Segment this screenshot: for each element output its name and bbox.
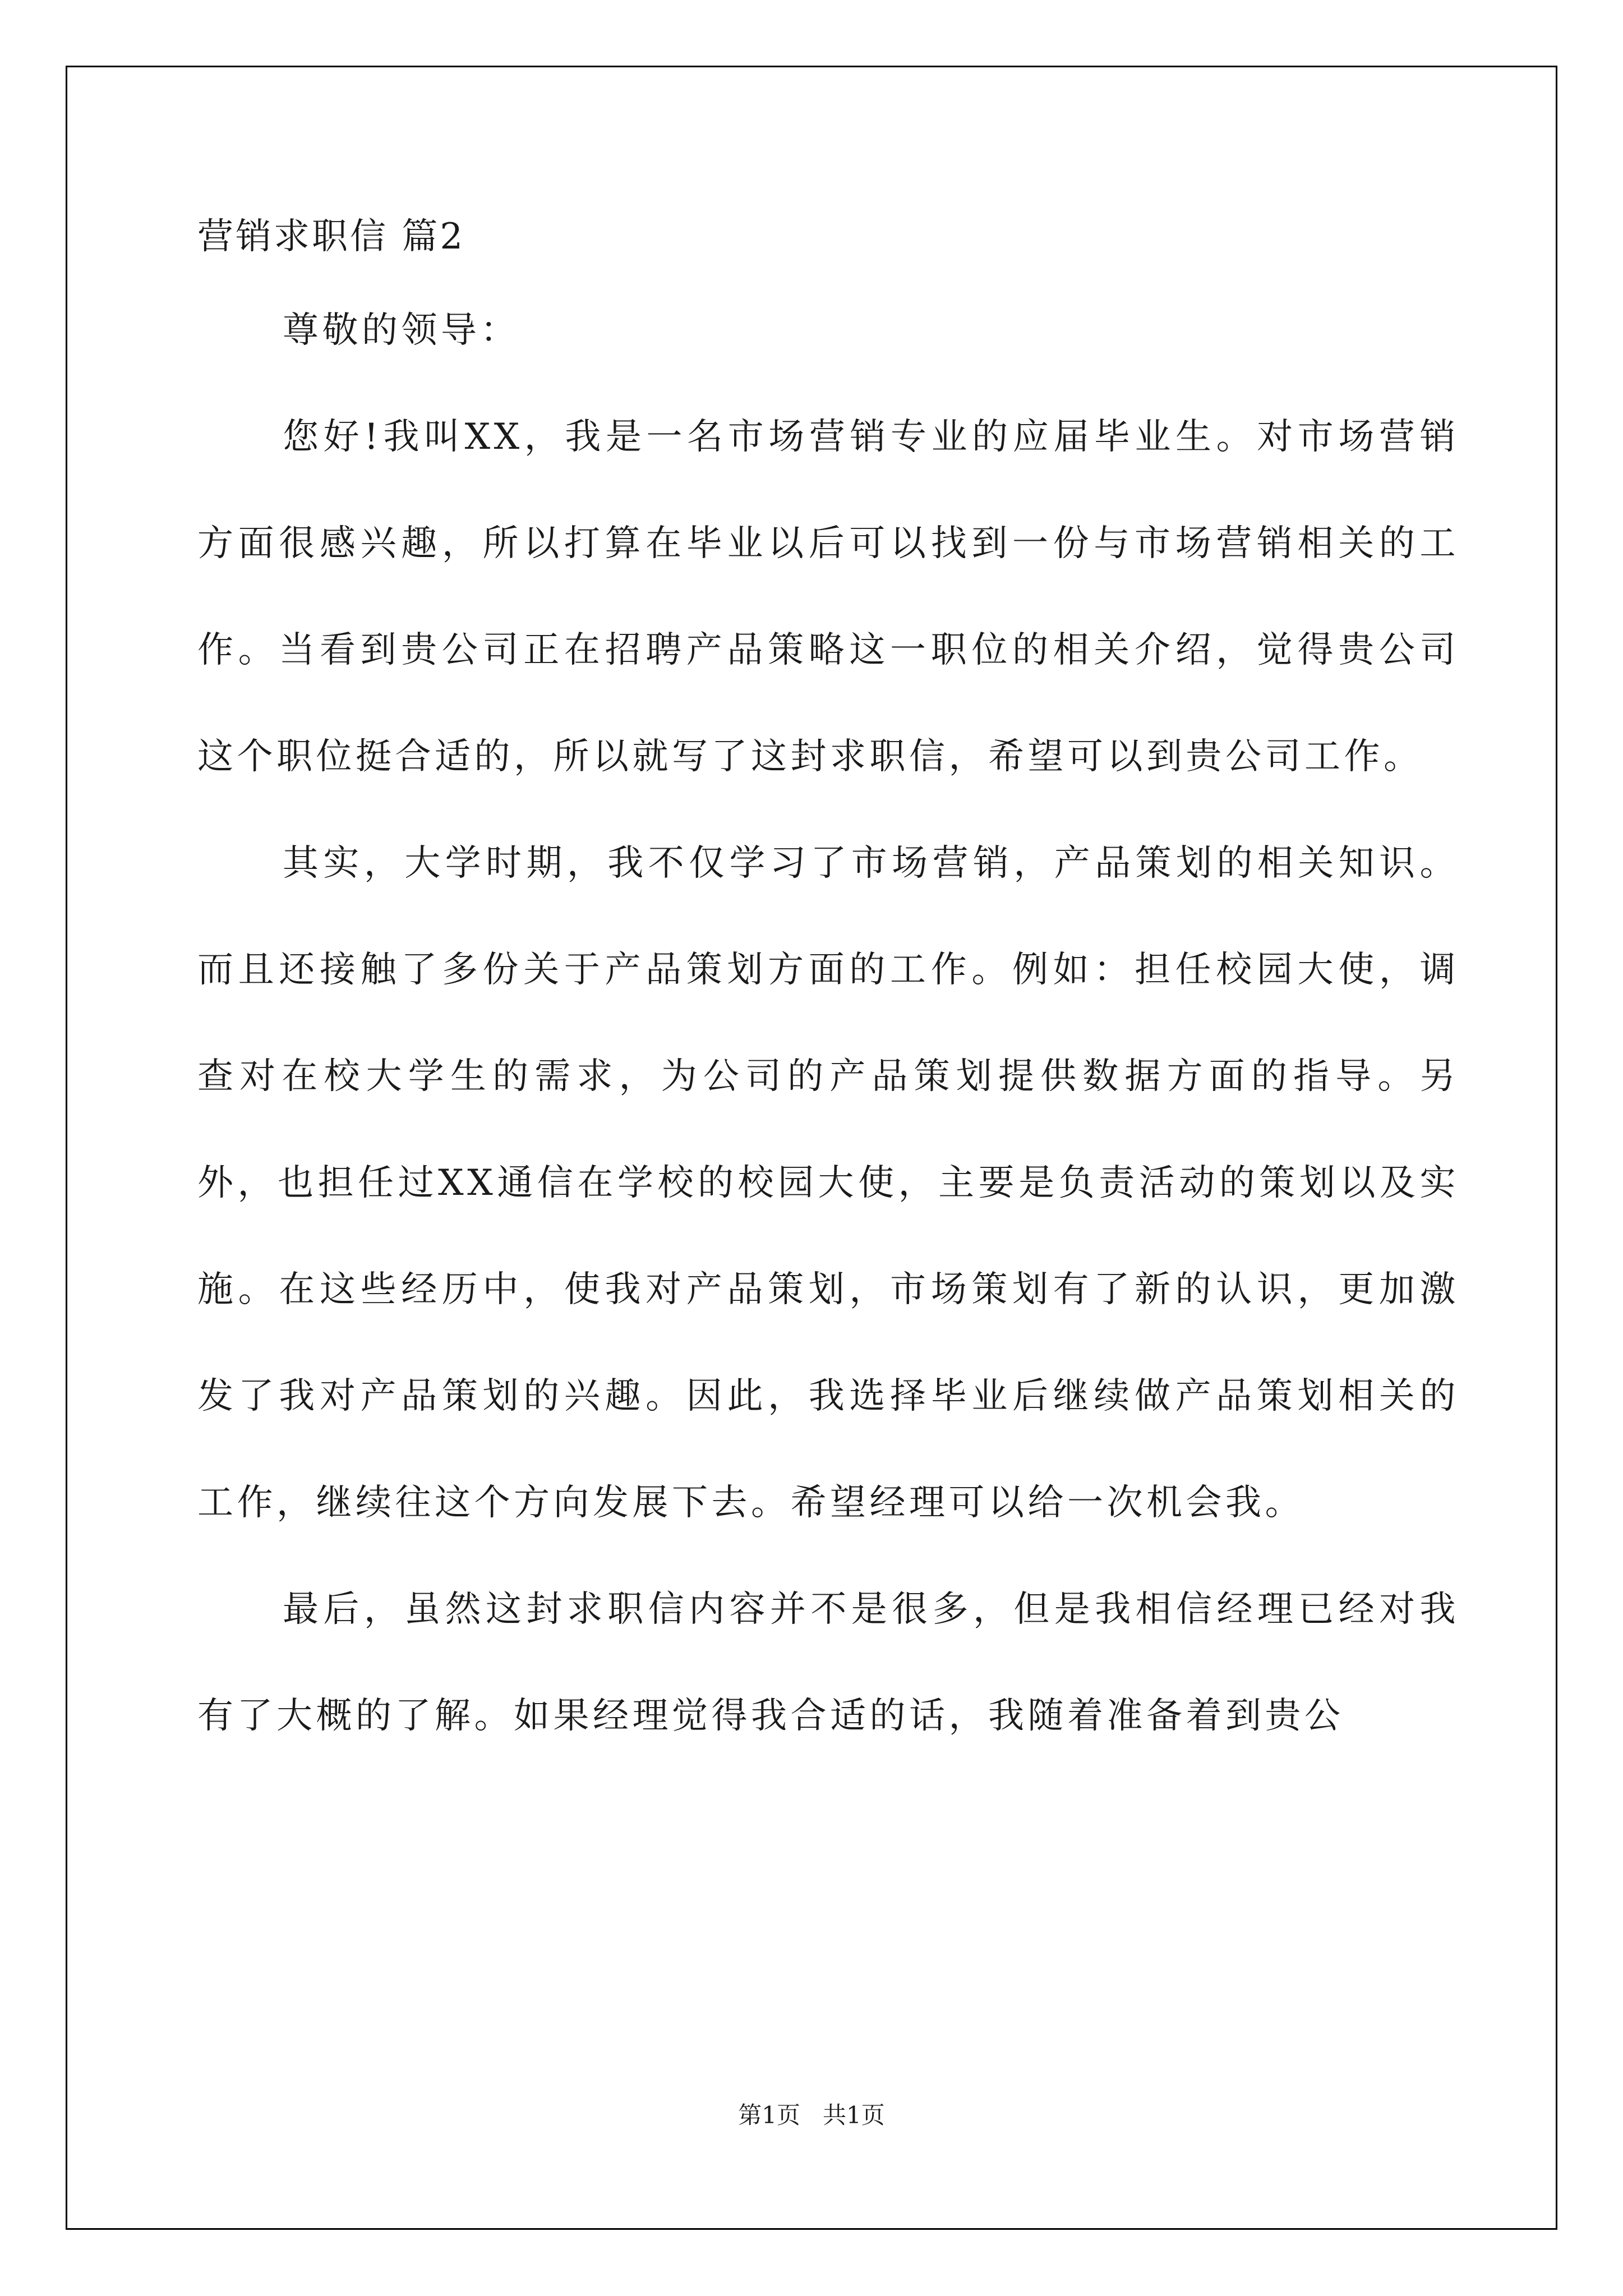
page-number-footer: 第1页 共1页 <box>738 2101 885 2129</box>
salutation-paragraph: 尊敬的领导： <box>283 310 520 351</box>
body-paragraph-closing: 最后，虽然这封求职信内容并不是很多，但是我相信经理已经对我有了大概的了解。如果经理觉得我合适的话，我随着准备着到贵公 <box>197 1589 1459 1737</box>
document-title: 营销求职信 篇2 <box>197 216 465 257</box>
document-body <box>197 216 1459 1769</box>
body-paragraph-intro: 您好!我叫XX，我是一名市场营销专业的应届毕业生。对市场营销方面很感兴趣，所以打算在毕业以后可以找到一份与市场营销相关的工作。当看到贵公司正在招聘产品策略这一职位的相关介绍，觉得贵公司这个职位挺合适的，所以就写了这封求职信，希望可以到贵公司工作。 <box>197 416 1459 777</box>
body-paragraph-experience: 其实，大学时期，我不仅学习了市场营销，产品策划的相关知识。而且还接触了多份关于产品策划方面的工作。例如：担任校园大使，调查对在校大学生的需求，为公司的产品策划提供数据方面的指导。另外，也担任过XX通信在学校的校园大使，主要是负责活动的策划以及实施。在这些经历中，使我对产品策划，市场策划有了新的认识，更加激发了我对产品策划的兴趣。因此，我选择毕业后继续做产品策划相关的工作，继续往这个方向发展下去。希望经理可以给一次机会我。 <box>197 843 1459 1524</box>
